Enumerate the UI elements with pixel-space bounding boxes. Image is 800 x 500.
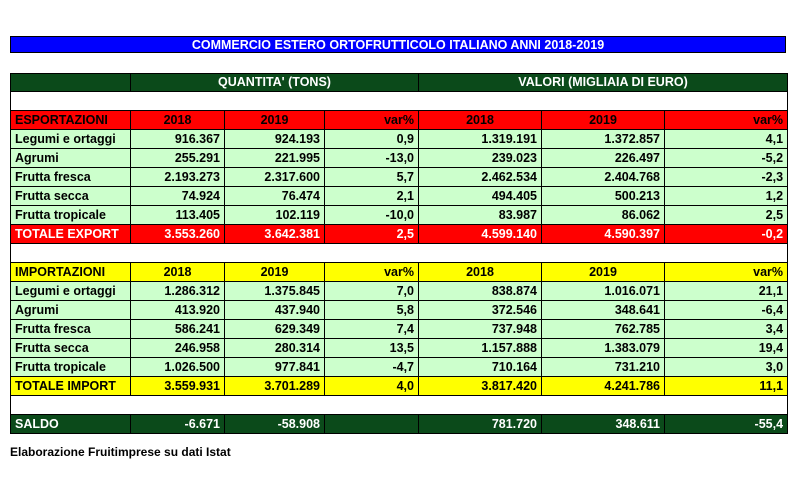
- total-value: 11,1: [665, 377, 788, 396]
- row-label: Frutta secca: [11, 187, 131, 206]
- import-header-row: [11, 263, 788, 282]
- spacer-row: [11, 92, 788, 111]
- saldo-row: [11, 415, 788, 434]
- row-value: 586.241: [131, 320, 225, 339]
- saldo-value: -58.908: [225, 415, 325, 434]
- row-value: 21,1: [665, 282, 788, 301]
- total-value: 4,0: [325, 377, 419, 396]
- row-value: 1.016.071: [542, 282, 665, 301]
- row-value: 246.958: [131, 339, 225, 358]
- row-value: 1.372.857: [542, 130, 665, 149]
- row-value: 7,4: [325, 320, 419, 339]
- export-col-header: 2019: [225, 111, 325, 130]
- header-row: [11, 74, 788, 92]
- import-col-header: var%: [325, 263, 419, 282]
- row-value: 3,0: [665, 358, 788, 377]
- table-row: [11, 149, 788, 168]
- row-value: 1,2: [665, 187, 788, 206]
- table-row: [11, 320, 788, 339]
- total-value: 3.553.260: [131, 225, 225, 244]
- table-row: [11, 301, 788, 320]
- row-value: 2.193.273: [131, 168, 225, 187]
- export-col-header: var%: [665, 111, 788, 130]
- table-row: [11, 358, 788, 377]
- table-row: [11, 168, 788, 187]
- source-note: Elaborazione Fruitimprese su dati Istat: [10, 445, 231, 459]
- row-value: 494.405: [419, 187, 542, 206]
- row-value: 737.948: [419, 320, 542, 339]
- trade-table: [10, 73, 788, 434]
- row-label: Agrumi: [11, 149, 131, 168]
- row-value: 113.405: [131, 206, 225, 225]
- row-label: Agrumi: [11, 301, 131, 320]
- row-label: Frutta secca: [11, 339, 131, 358]
- total-value: 3.642.381: [225, 225, 325, 244]
- saldo-value: [325, 415, 419, 434]
- row-value: -6,4: [665, 301, 788, 320]
- row-value: 221.995: [225, 149, 325, 168]
- export-col-header: 2018: [131, 111, 225, 130]
- total-value: 3.701.289: [225, 377, 325, 396]
- row-value: 1.383.079: [542, 339, 665, 358]
- row-value: 3,4: [665, 320, 788, 339]
- row-value: 2,5: [665, 206, 788, 225]
- total-label: TOTALE IMPORT: [11, 377, 131, 396]
- table-row: [11, 339, 788, 358]
- row-value: 2,1: [325, 187, 419, 206]
- row-label: Frutta tropicale: [11, 358, 131, 377]
- row-label: Frutta tropicale: [11, 206, 131, 225]
- row-value: 1.286.312: [131, 282, 225, 301]
- row-value: 348.641: [542, 301, 665, 320]
- total-value: 2,5: [325, 225, 419, 244]
- row-value: 924.193: [225, 130, 325, 149]
- row-label: Legumi e ortaggi: [11, 130, 131, 149]
- row-value: -5,2: [665, 149, 788, 168]
- row-value: 1.319.191: [419, 130, 542, 149]
- spacer-row: [11, 244, 788, 263]
- row-value: 629.349: [225, 320, 325, 339]
- import-col-header: 2018: [419, 263, 542, 282]
- row-value: 255.291: [131, 149, 225, 168]
- row-value: 5,7: [325, 168, 419, 187]
- row-value: 19,4: [665, 339, 788, 358]
- export-col-header: var%: [325, 111, 419, 130]
- row-value: -4,7: [325, 358, 419, 377]
- row-value: 838.874: [419, 282, 542, 301]
- saldo-value: 781.720: [419, 415, 542, 434]
- table-row: [11, 206, 788, 225]
- row-value: 2.317.600: [225, 168, 325, 187]
- row-value: 83.987: [419, 206, 542, 225]
- total-value: 4.599.140: [419, 225, 542, 244]
- export-col-header: 2019: [542, 111, 665, 130]
- row-value: 977.841: [225, 358, 325, 377]
- page-title: COMMERCIO ESTERO ORTOFRUTTICOLO ITALIANO ANNI 2018-2019: [10, 36, 786, 53]
- row-value: 239.023: [419, 149, 542, 168]
- row-value: -13,0: [325, 149, 419, 168]
- spacer-cell: [11, 244, 788, 263]
- saldo-label: SALDO: [11, 415, 131, 434]
- header-quantity: QUANTITA' (TONS): [131, 74, 419, 92]
- table-row: [11, 187, 788, 206]
- row-label: Frutta fresca: [11, 320, 131, 339]
- total-value: 4.590.397: [542, 225, 665, 244]
- import-total-row: [11, 377, 788, 396]
- row-value: 437.940: [225, 301, 325, 320]
- spacer-row: [11, 396, 788, 415]
- export-col-header: 2018: [419, 111, 542, 130]
- import-label: IMPORTAZIONI: [11, 263, 131, 282]
- row-value: -10,0: [325, 206, 419, 225]
- export-total-row: [11, 225, 788, 244]
- header-values: VALORI (MIGLIAIA DI EURO): [419, 74, 788, 92]
- export-header-row: [11, 111, 788, 130]
- saldo-value: -55,4: [665, 415, 788, 434]
- row-value: 5,8: [325, 301, 419, 320]
- row-value: -2,3: [665, 168, 788, 187]
- total-label: TOTALE EXPORT: [11, 225, 131, 244]
- row-value: 102.119: [225, 206, 325, 225]
- table-row: [11, 282, 788, 301]
- row-value: 1.375.845: [225, 282, 325, 301]
- row-value: 2.404.768: [542, 168, 665, 187]
- total-value: 3.559.931: [131, 377, 225, 396]
- row-value: 762.785: [542, 320, 665, 339]
- row-value: 731.210: [542, 358, 665, 377]
- row-value: 76.474: [225, 187, 325, 206]
- import-col-header: var%: [665, 263, 788, 282]
- row-value: 413.920: [131, 301, 225, 320]
- row-value: 13,5: [325, 339, 419, 358]
- row-value: 86.062: [542, 206, 665, 225]
- saldo-value: 348.611: [542, 415, 665, 434]
- spacer-cell: [11, 396, 788, 415]
- table-row: [11, 130, 788, 149]
- import-col-header: 2018: [131, 263, 225, 282]
- row-value: 7,0: [325, 282, 419, 301]
- row-value: 0,9: [325, 130, 419, 149]
- import-col-header: 2019: [225, 263, 325, 282]
- row-value: 710.164: [419, 358, 542, 377]
- row-value: 1.026.500: [131, 358, 225, 377]
- import-col-header: 2019: [542, 263, 665, 282]
- total-value: 3.817.420: [419, 377, 542, 396]
- row-label: Legumi e ortaggi: [11, 282, 131, 301]
- row-value: 916.367: [131, 130, 225, 149]
- spacer-cell: [11, 92, 788, 111]
- row-value: 1.157.888: [419, 339, 542, 358]
- saldo-value: -6.671: [131, 415, 225, 434]
- row-value: 372.546: [419, 301, 542, 320]
- row-value: 2.462.534: [419, 168, 542, 187]
- total-value: 4.241.786: [542, 377, 665, 396]
- row-value: 500.213: [542, 187, 665, 206]
- row-value: 280.314: [225, 339, 325, 358]
- export-label: ESPORTAZIONI: [11, 111, 131, 130]
- total-value: -0,2: [665, 225, 788, 244]
- row-value: 74.924: [131, 187, 225, 206]
- row-label: Frutta fresca: [11, 168, 131, 187]
- row-value: 226.497: [542, 149, 665, 168]
- header-blank: [11, 74, 131, 92]
- row-value: 4,1: [665, 130, 788, 149]
